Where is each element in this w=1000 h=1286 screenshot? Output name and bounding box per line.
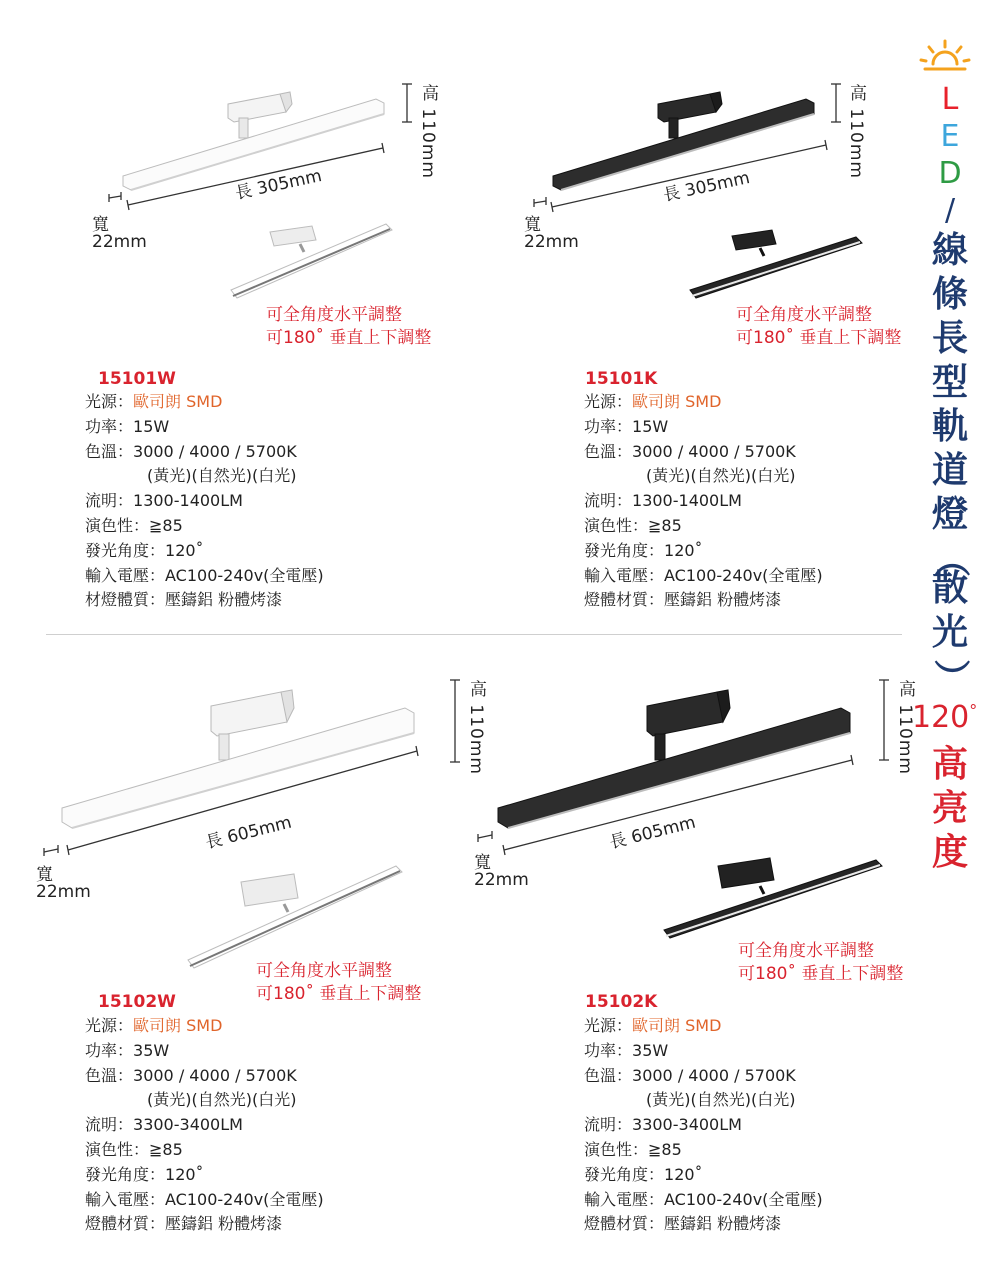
spec-value: 歐司朗 SMD [133,1016,223,1035]
sidebar-char: 燈 [931,494,968,535]
adjust-vertical: 可180˚ 垂直上下調整 [256,984,422,1004]
spec-value: ≧85 [648,1139,682,1159]
spec-key: 色溫： [85,441,134,461]
sidebar-char: 道 [931,450,968,491]
spec-row [85,1088,324,1113]
adjust-vertical: 可180˚ 垂直上下調整 [736,328,902,348]
width-label: 寬 [524,215,541,235]
sidebar-char: 散 [931,568,968,609]
spec-value: AC100-240v(全電壓) [664,1189,823,1209]
lamp-15102w-angled [188,866,402,968]
lamp-15102k-angled [664,858,882,938]
spec-value: ≧85 [648,515,682,535]
spec-key: 輸入電壓： [584,1189,665,1209]
spec-value: AC100-240v(全電壓) [165,1189,324,1209]
adjust-note [738,940,903,986]
section-divider [46,634,902,635]
spec-key: 演色性： [584,515,649,535]
spec-row [85,1113,324,1138]
spec-key: 輸入電壓： [85,565,166,585]
spec-key: 輸入電壓： [85,1189,166,1209]
spec-row [85,1188,324,1213]
spec-value: 壓鑄鋁 粉體烤漆 [664,1214,782,1234]
adjust-vertical: 可180˚ 垂直上下調整 [738,964,904,984]
lamp-15102k-main [498,690,850,828]
spec-row [584,1014,823,1039]
spec-value: (黃光)(自然光)(白光) [147,466,297,486]
spec-key: 流明： [584,1115,633,1135]
adjust-vertical: 可180˚ 垂直上下調整 [266,328,432,348]
spec-row [584,1188,823,1213]
spec-value: 3300-3400LM [133,1115,243,1135]
width-label: 寬 [474,853,491,873]
spec-row [584,564,823,589]
spec-row [584,1088,823,1113]
spec-key: 光源： [85,392,134,411]
spec-row [584,1039,823,1064]
spec-value: 壓鑄鋁 粉體烤漆 [165,590,283,610]
sidebar-char: L [941,82,959,117]
sidebar-char: E [940,119,960,154]
sidebar-char: 度 [931,832,968,873]
spec-list [85,1014,324,1237]
spec-row [85,415,324,440]
spec-row [584,514,823,539]
adjust-horizontal: 可全角度水平調整 [736,305,872,325]
sun-icon [921,41,969,69]
spec-key: 色溫： [85,1065,134,1085]
spec-list [584,1014,823,1237]
spec-row [85,440,324,465]
spec-value: 15W [133,416,170,436]
spec-value: ≧85 [149,1139,183,1159]
spec-key: 光源： [584,1016,633,1035]
adjust-note [256,960,421,1006]
spec-value: 35W [133,1040,170,1060]
width-value: 22mm [474,870,529,890]
spec-key: 色溫： [584,441,633,461]
adjust-note [266,304,431,350]
spec-key: 材燈體質： [85,590,166,610]
spec-value: 3000 / 4000 / 5700K [133,1065,297,1085]
spec-value: 3000 / 4000 / 5700K [133,441,297,461]
sidebar-char: / [944,193,956,228]
spec-row [584,464,823,489]
spec-key: 光源： [584,392,633,411]
spec-row [584,390,823,415]
model-number: 15101K [585,369,658,389]
spec-key: 發光角度： [85,540,166,560]
width-value: 22mm [92,232,147,252]
spec-key: 功率： [85,416,134,436]
width-label: 寬 [36,865,53,885]
spec-row [85,1039,324,1064]
spec-value: (黃光)(自然光)(白光) [147,1090,297,1110]
length-label: 長 305mm [233,166,324,204]
spec-key: 光源： [85,1016,134,1035]
spec-row [584,415,823,440]
sidebar-char: 光 [931,612,968,653]
adjust-note [736,304,901,350]
spec-key: 發光角度： [584,1164,665,1184]
spec-row [584,1138,823,1163]
spec-key: 燈體材質： [584,590,665,610]
spec-key: 流明： [85,491,134,511]
spec-key: 流明： [584,491,633,511]
sidebar-char: ） [930,658,971,695]
spec-row [584,440,823,465]
sidebar-char: 亮 [931,788,968,829]
spec-row [584,1212,823,1237]
spec-key: 演色性： [584,1139,649,1159]
sidebar-char: D [938,156,962,191]
lamp-15101k-angled [690,230,862,298]
sidebar-char: 高 [931,744,968,785]
spec-row [85,564,324,589]
spec-row [85,539,324,564]
angle-degree: ° [969,701,978,720]
lamp-15101w-angled [231,224,392,298]
sidebar-char: 型 [931,362,968,403]
spec-row [584,489,823,514]
spec-key: 流明： [85,1115,134,1135]
sidebar-char: 軌 [931,406,968,447]
spec-key: 功率： [584,1040,633,1060]
lamp-15102w-main [62,690,414,828]
width-value: 22mm [524,232,579,252]
height-label: 高 110mm [418,84,438,179]
spec-value: 120˚ [165,540,204,560]
spec-row [85,1138,324,1163]
spec-row [584,588,823,613]
spec-value: 35W [632,1040,669,1060]
angle-value: 120 [912,700,970,735]
spec-value: (黃光)(自然光)(白光) [646,466,796,486]
spec-value: 歐司朗 SMD [133,392,223,411]
height-label: 高 110mm [846,84,866,179]
length-label: 長 605mm [607,812,698,854]
spec-value: (黃光)(自然光)(白光) [646,1090,796,1110]
spec-key: 發光角度： [584,540,665,560]
width-label: 寬 [92,215,109,235]
height-label: 高 110mm [466,680,486,775]
spec-row [85,1163,324,1188]
adjust-horizontal: 可全角度水平調整 [256,961,392,981]
spec-row [85,1212,324,1237]
spec-value: 歐司朗 SMD [632,392,722,411]
spec-value: AC100-240v(全電壓) [165,565,324,585]
width-value: 22mm [36,882,91,902]
spec-value: AC100-240v(全電壓) [664,565,823,585]
spec-value: 1300-1400LM [632,491,742,511]
spec-row [584,1064,823,1089]
spec-value: 1300-1400LM [133,491,243,511]
spec-row [85,1064,324,1089]
sidebar-char: （ [930,540,971,577]
sidebar-char: 線 [931,230,968,271]
spec-value: 120˚ [664,540,703,560]
adjust-horizontal: 可全角度水平調整 [266,305,402,325]
spec-key: 演色性： [85,515,150,535]
spec-list [584,390,823,613]
sidebar-char: 條 [931,274,968,315]
spec-list [85,390,324,613]
spec-value: 3000 / 4000 / 5700K [632,441,796,461]
spec-key: 演色性： [85,1139,150,1159]
spec-row [85,1014,324,1039]
model-number: 15102W [98,992,176,1012]
spec-value: 3000 / 4000 / 5700K [632,1065,796,1085]
spec-row [85,489,324,514]
spec-value: 3300-3400LM [632,1115,742,1135]
spec-row [584,1113,823,1138]
sidebar-char: 長 [931,318,968,359]
spec-row [584,1163,823,1188]
adjust-horizontal: 可全角度水平調整 [738,941,874,961]
spec-row [85,464,324,489]
model-number: 15101W [98,369,176,389]
spec-key: 燈體材質： [85,1214,166,1234]
spec-row [85,588,324,613]
spec-key: 功率： [85,1040,134,1060]
spec-value: 壓鑄鋁 粉體烤漆 [165,1214,283,1234]
spec-value: 120˚ [664,1164,703,1184]
spec-row [85,390,324,415]
height-label: 高 110mm [895,680,915,775]
model-number: 15102K [585,992,658,1012]
spec-key: 色溫： [584,1065,633,1085]
spec-value: 120˚ [165,1164,204,1184]
length-label: 長 605mm [203,812,294,854]
sidebar-angle [912,691,978,738]
spec-value: 壓鑄鋁 粉體烤漆 [664,590,782,610]
spec-key: 輸入電壓： [584,565,665,585]
spec-value: ≧85 [149,515,183,535]
spec-key: 燈體材質： [584,1214,665,1234]
spec-row [85,514,324,539]
length-label: 長 305mm [661,168,752,206]
spec-key: 發光角度： [85,1164,166,1184]
spec-row [584,539,823,564]
spec-key: 功率： [584,416,633,436]
spec-value: 15W [632,416,669,436]
spec-value: 歐司朗 SMD [632,1016,722,1035]
